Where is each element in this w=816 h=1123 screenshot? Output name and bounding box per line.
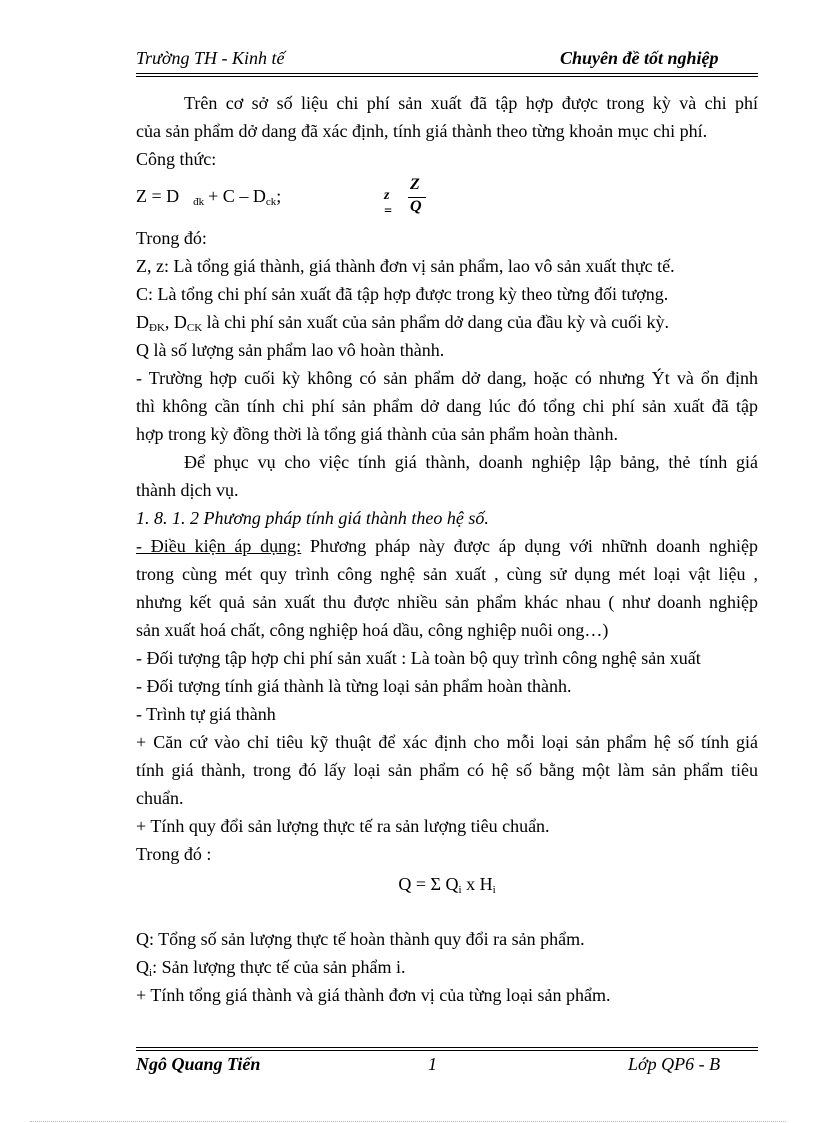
step-1-line-2: tính giá thành, trong đó lấy loại sản phẩm có hệ số bằng một làm sản phẩm tiêu <box>136 760 758 780</box>
step-1-line-3: chuẩn. <box>136 788 184 808</box>
definition-q: Q là số lượng sản phẩm lao vô hoàn thành. <box>136 340 445 360</box>
condition-label: - Điều kiện áp dụng: <box>136 536 302 556</box>
sub-i: i <box>149 967 153 979</box>
condition-line-3: nhưng kết quả sản xuất thu được nhiều sản phẩm khác nhau ( như doanh nghiệp <box>136 592 758 612</box>
text-part: , D <box>164 312 187 332</box>
formula-part: x H <box>461 874 493 894</box>
definition-z: Z, z: Là tổng giá thành, giá thành đơn vị sản phẩm, lao vô sản xuất thực tế. <box>136 256 675 276</box>
cost-object-line: - Đối tượng tập hợp chi phí sản xuất : Là toàn bộ quy trình công nghệ sản xuất <box>136 648 701 668</box>
footer-author: Ngô Quang Tiến <box>136 1054 261 1074</box>
footer-page-number: 1 <box>428 1054 437 1074</box>
formula-sub-dk: đk <box>193 196 205 208</box>
fraction-lhs: z = <box>384 188 392 219</box>
condition-line-2: trong cùng mét quy trình công nghệ sản xuất , cùng sử dụng mét loại vật liệu , <box>136 564 758 584</box>
header-rule-1 <box>136 73 758 74</box>
definition-qi <box>136 955 758 985</box>
header-rule-2 <box>136 76 758 77</box>
header-school: Trường TH - Kinh tế <box>136 48 285 68</box>
sub-ck: CK <box>186 322 203 334</box>
page-edge-dotted-line <box>30 1121 786 1122</box>
sub-dk: ĐK <box>149 322 165 334</box>
text-part: là chi phí sản xuất của sản phẩm dở dang của đầu kỳ và cuối kỳ. <box>202 312 670 332</box>
para-2-line-3: hợp trong kỳ đồng thời là tổng giá thành của sản phẩm hoàn thành. <box>136 424 618 444</box>
sequence-line: - Trình tự giá thành <box>136 704 276 724</box>
para-3-line-2: thành dịch vụ. <box>136 480 239 500</box>
formula-total-cost <box>136 184 758 214</box>
para-3-line-1: Để phục vụ cho việc tính giá thành, doanh nghiệp lập bảng, thẻ tính giá <box>184 452 758 472</box>
formula-part: Z = D <box>136 186 180 206</box>
section-heading: 1. 8. 1. 2 Phương pháp tính giá thành theo hệ số. <box>136 508 489 528</box>
text-part: : Sản lượng thực tế của sản phẩm i. <box>152 957 406 977</box>
formula-part: + C – D <box>208 186 266 206</box>
where-label-2: Trong đó : <box>136 844 212 864</box>
sub-i: i <box>492 884 496 896</box>
condition-line-1 <box>136 534 758 558</box>
costing-object-line: - Đối tượng tính giá thành là từng loại sản phẩm hoàn thành. <box>136 676 572 696</box>
step-2-line: + Tính quy đổi sản lượng thực tế ra sản lượng tiêu chuẩn. <box>136 816 550 836</box>
sub-i: i <box>458 884 462 896</box>
para-1-line-1: Trên cơ sở số liệu chi phí sản xuất đã tập hợp được trong kỳ và chi phí <box>184 93 758 113</box>
fraction-numerator: Z <box>410 176 420 193</box>
formula-sub-ck: ck <box>265 196 277 208</box>
definition-c: C: Là tổng chi phí sản xuất đã tập hợp được trong kỳ theo từng đối tượng. <box>136 284 669 304</box>
step-1-line-1: + Căn cứ vào chỉ tiêu kỹ thuật để xác định cho mỗi loại sản phẩm hệ số tính giá <box>136 732 758 752</box>
text-part: D <box>136 312 149 332</box>
fraction-denominator: Q <box>410 198 422 215</box>
formula-equivalent-output <box>136 872 758 902</box>
header-title: Chuyên đề tốt nghiệp <box>560 48 719 68</box>
formula-part: ; <box>276 186 282 206</box>
para-1-line-2: của sản phẩm dở dang đã xác định, tính giá thành theo từng khoản mục chi phí. <box>136 121 708 141</box>
condition-line-4: sản xuất hoá chất, công nghiệp hoá dầu, công nghiệp nuôi ong…) <box>136 620 609 640</box>
footer-rule-1 <box>136 1047 758 1048</box>
definition-q-total: Q: Tổng số sản lượng thực tế hoàn thành quy đổi ra sản phẩm. <box>136 929 585 949</box>
footer-class: Lớp QP6 - B <box>628 1054 721 1074</box>
formula-label: Công thức: <box>136 149 217 169</box>
formula-part: Q = Σ Q <box>398 874 459 894</box>
para-2-line-2: thì không cần tính chi phí sản phẩm dở dang lúc đó tổng chi phí sản xuất đã tập <box>136 396 758 416</box>
definition-d <box>136 310 758 340</box>
text-part: Q <box>136 957 149 977</box>
where-label: Trong đó: <box>136 228 207 248</box>
para-2-line-1: - Trường hợp cuối kỳ không có sản phẩm dở dang, hoặc có nhưng Ýt và ổn định <box>136 368 758 388</box>
step-3-line: + Tính tổng giá thành và giá thành đơn vị của từng loại sản phẩm. <box>136 985 611 1005</box>
condition-text: Phương pháp này được áp dụng với nhữnh doanh nghiệp <box>301 536 758 556</box>
footer-rule-2 <box>136 1050 758 1051</box>
